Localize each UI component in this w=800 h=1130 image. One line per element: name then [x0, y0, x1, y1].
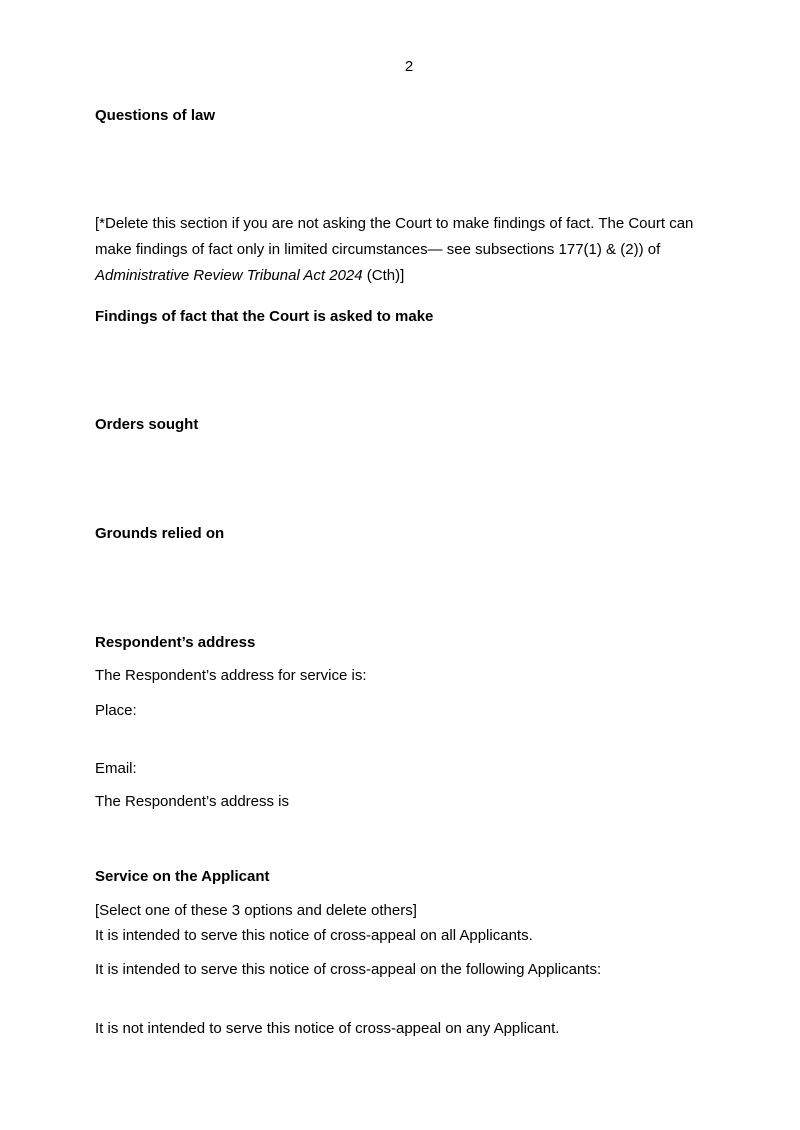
note-line-2: make findings of fact only in limited circumstances— see subsections 177(1) & (2)) of	[95, 241, 661, 258]
address-for-service-line: The Respondent’s address for service is:	[95, 667, 367, 684]
respondent-address-line: The Respondent’s address is	[95, 793, 290, 810]
act-title: Administrative Review Tribunal Act 2024	[95, 267, 363, 284]
findings-instruction-note	[95, 211, 715, 289]
respondents-address-heading: Respondent’s address	[95, 634, 256, 651]
questions-of-law-heading: Questions of law	[95, 107, 216, 124]
findings-of-fact-heading: Findings of fact that the Court is asked to make	[95, 308, 434, 325]
note-line-1: [*Delete this section if you are not asking the Court to make findings of fact. The Court can	[95, 215, 694, 232]
note-tail: (Cth)]	[362, 267, 405, 284]
select-option-instruction: [Select one of these 3 options and delete others]	[95, 902, 417, 919]
serve-all-applicants-option: It is intended to serve this notice of cross-appeal on all Applicants.	[95, 927, 533, 944]
service-on-applicant-heading: Service on the Applicant	[95, 868, 270, 885]
page-number: 2	[404, 58, 414, 75]
place-label: Place:	[95, 702, 137, 719]
serve-following-applicants-option: It is intended to serve this notice of cross-appeal on the following Applicants:	[95, 961, 602, 978]
orders-sought-heading: Orders sought	[95, 416, 199, 433]
email-label: Email:	[95, 760, 137, 777]
grounds-relied-on-heading: Grounds relied on	[95, 525, 225, 542]
serve-no-applicant-option: It is not intended to serve this notice of cross-appeal on any Applicant.	[95, 1020, 560, 1037]
